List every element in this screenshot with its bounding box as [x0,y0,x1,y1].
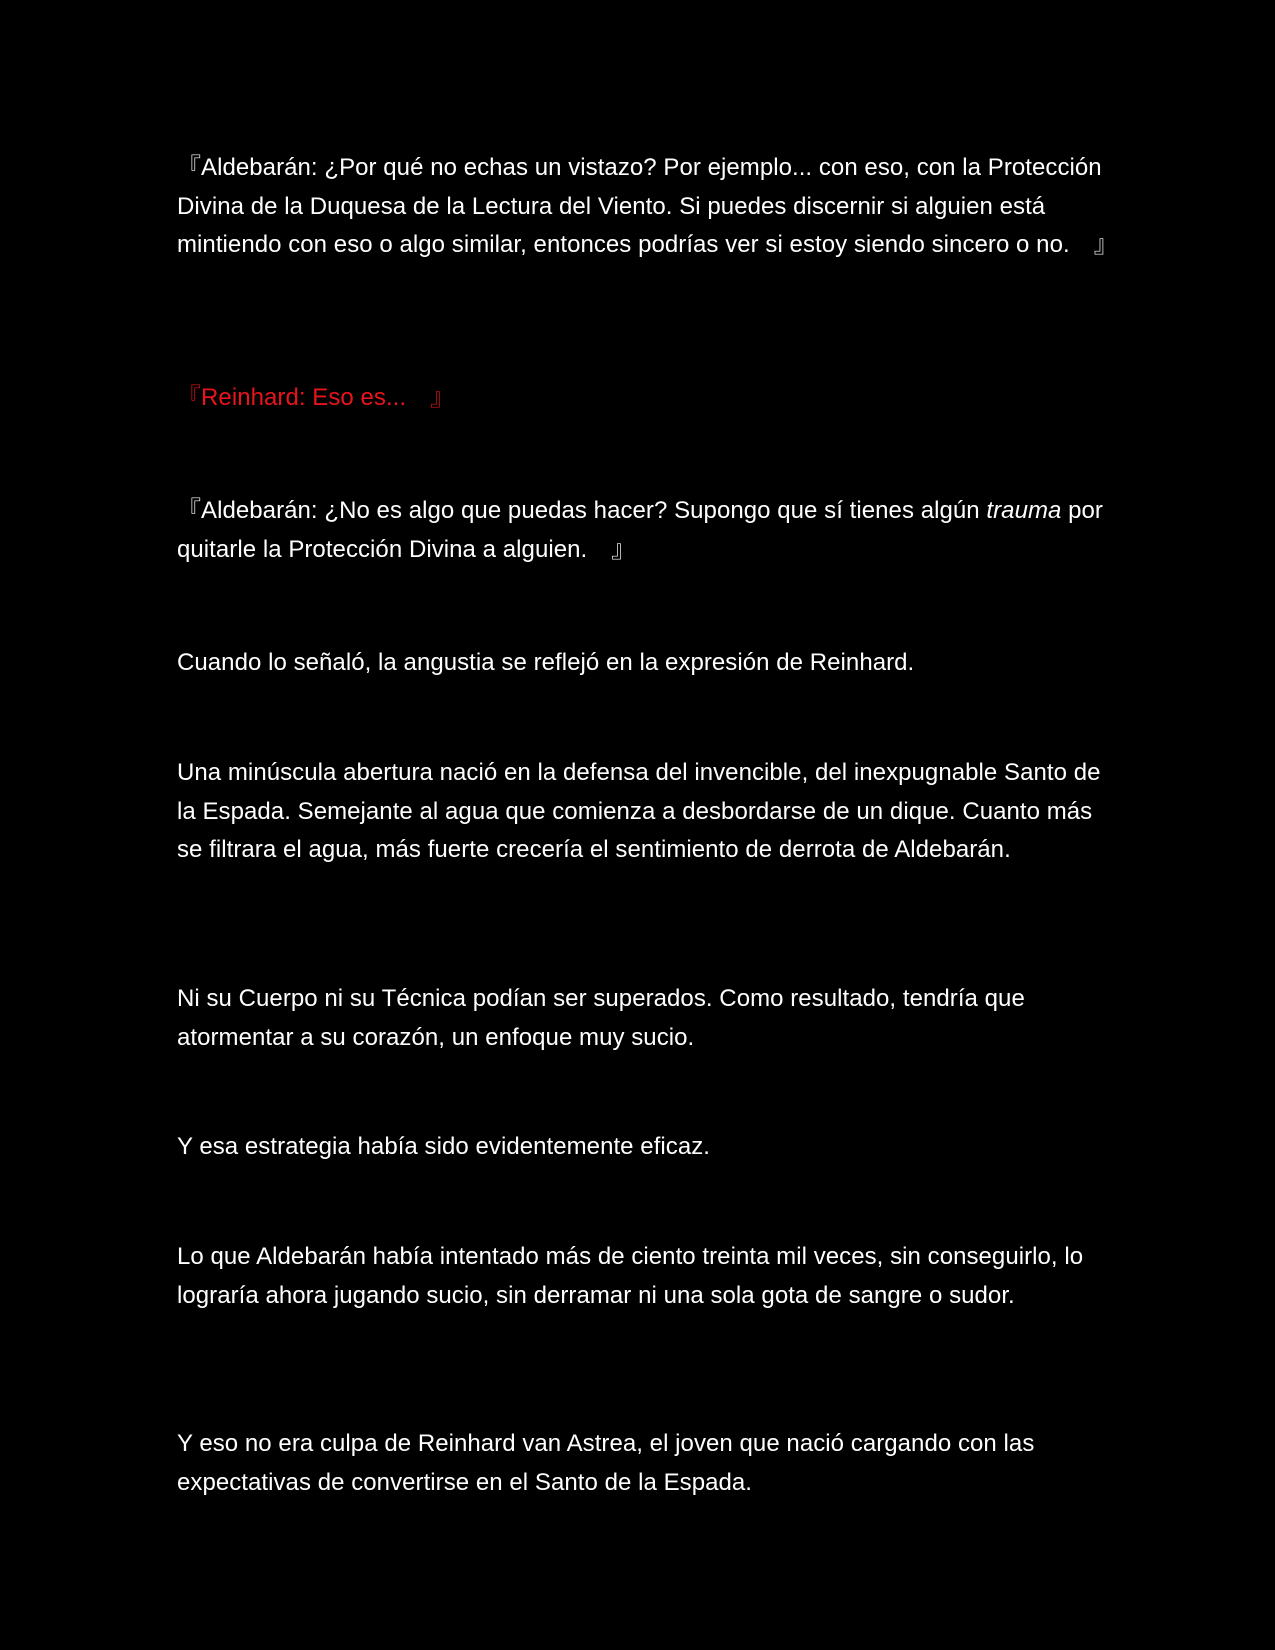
narration-paragraph-2: Una minúscula abertura nació en la defensa del invencible, del inexpugnable Santo de la Espada. Semejante al agua que comienza a desbordarse de un dique. Cuanto más se filtrara el agua, más fuerte crecería el sentimiento de derrota de Aldebarán. [177,759,1101,863]
dialogue-aldebaran-2-italic: trauma [986,497,1062,524]
narration-paragraph-5: Lo que Aldebarán había intentado más de ciento treinta mil veces, sin conseguirlo, lo lograría ahora jugando sucio, sin derramar ni una sola gota de sangre o sudor. [177,1243,1084,1309]
narration-paragraph-6: Y eso no era culpa de Reinhard van Astrea, el joven que nació cargando con las expectativas de convertirse en el Santo de la Espada. [177,1430,1035,1496]
dialogue-aldebaran-2-end: por quitarle la Protección Divina a alguien. 』 [177,497,1103,563]
dialogue-aldebaran-1: 『Aldebarán: ¿Por qué no echas un vistazo? Por ejemplo... con eso, con la Protección Divina de la Duquesa de la Lectura del Viento. Si puedes discernir si alguien está mintiendo con eso o algo similar, entonces podrías ver si estoy siendo sincero o no. 』 [177,154,1118,258]
dialogue-reinhard: 『Reinhard: Eso es... 』 [177,384,455,411]
dialogue-aldebaran-2-start: 『Aldebarán: ¿No es algo que puedas hacer? Supongo que sí tienes algún [177,497,987,524]
dialogue-aldebaran-2 [177,492,1107,569]
narration-paragraph-3: Ni su Cuerpo ni su Técnica podían ser superados. Como resultado, tendría que atormentar a su corazón, un enfoque muy sucio. [177,985,1025,1051]
narration-paragraph-4: Y esa estrategia había sido evidentemente eficaz. [177,1133,711,1160]
narration-paragraph-1: Cuando lo señaló, la angustia se reflejó en la expresión de Reinhard. [177,649,915,676]
